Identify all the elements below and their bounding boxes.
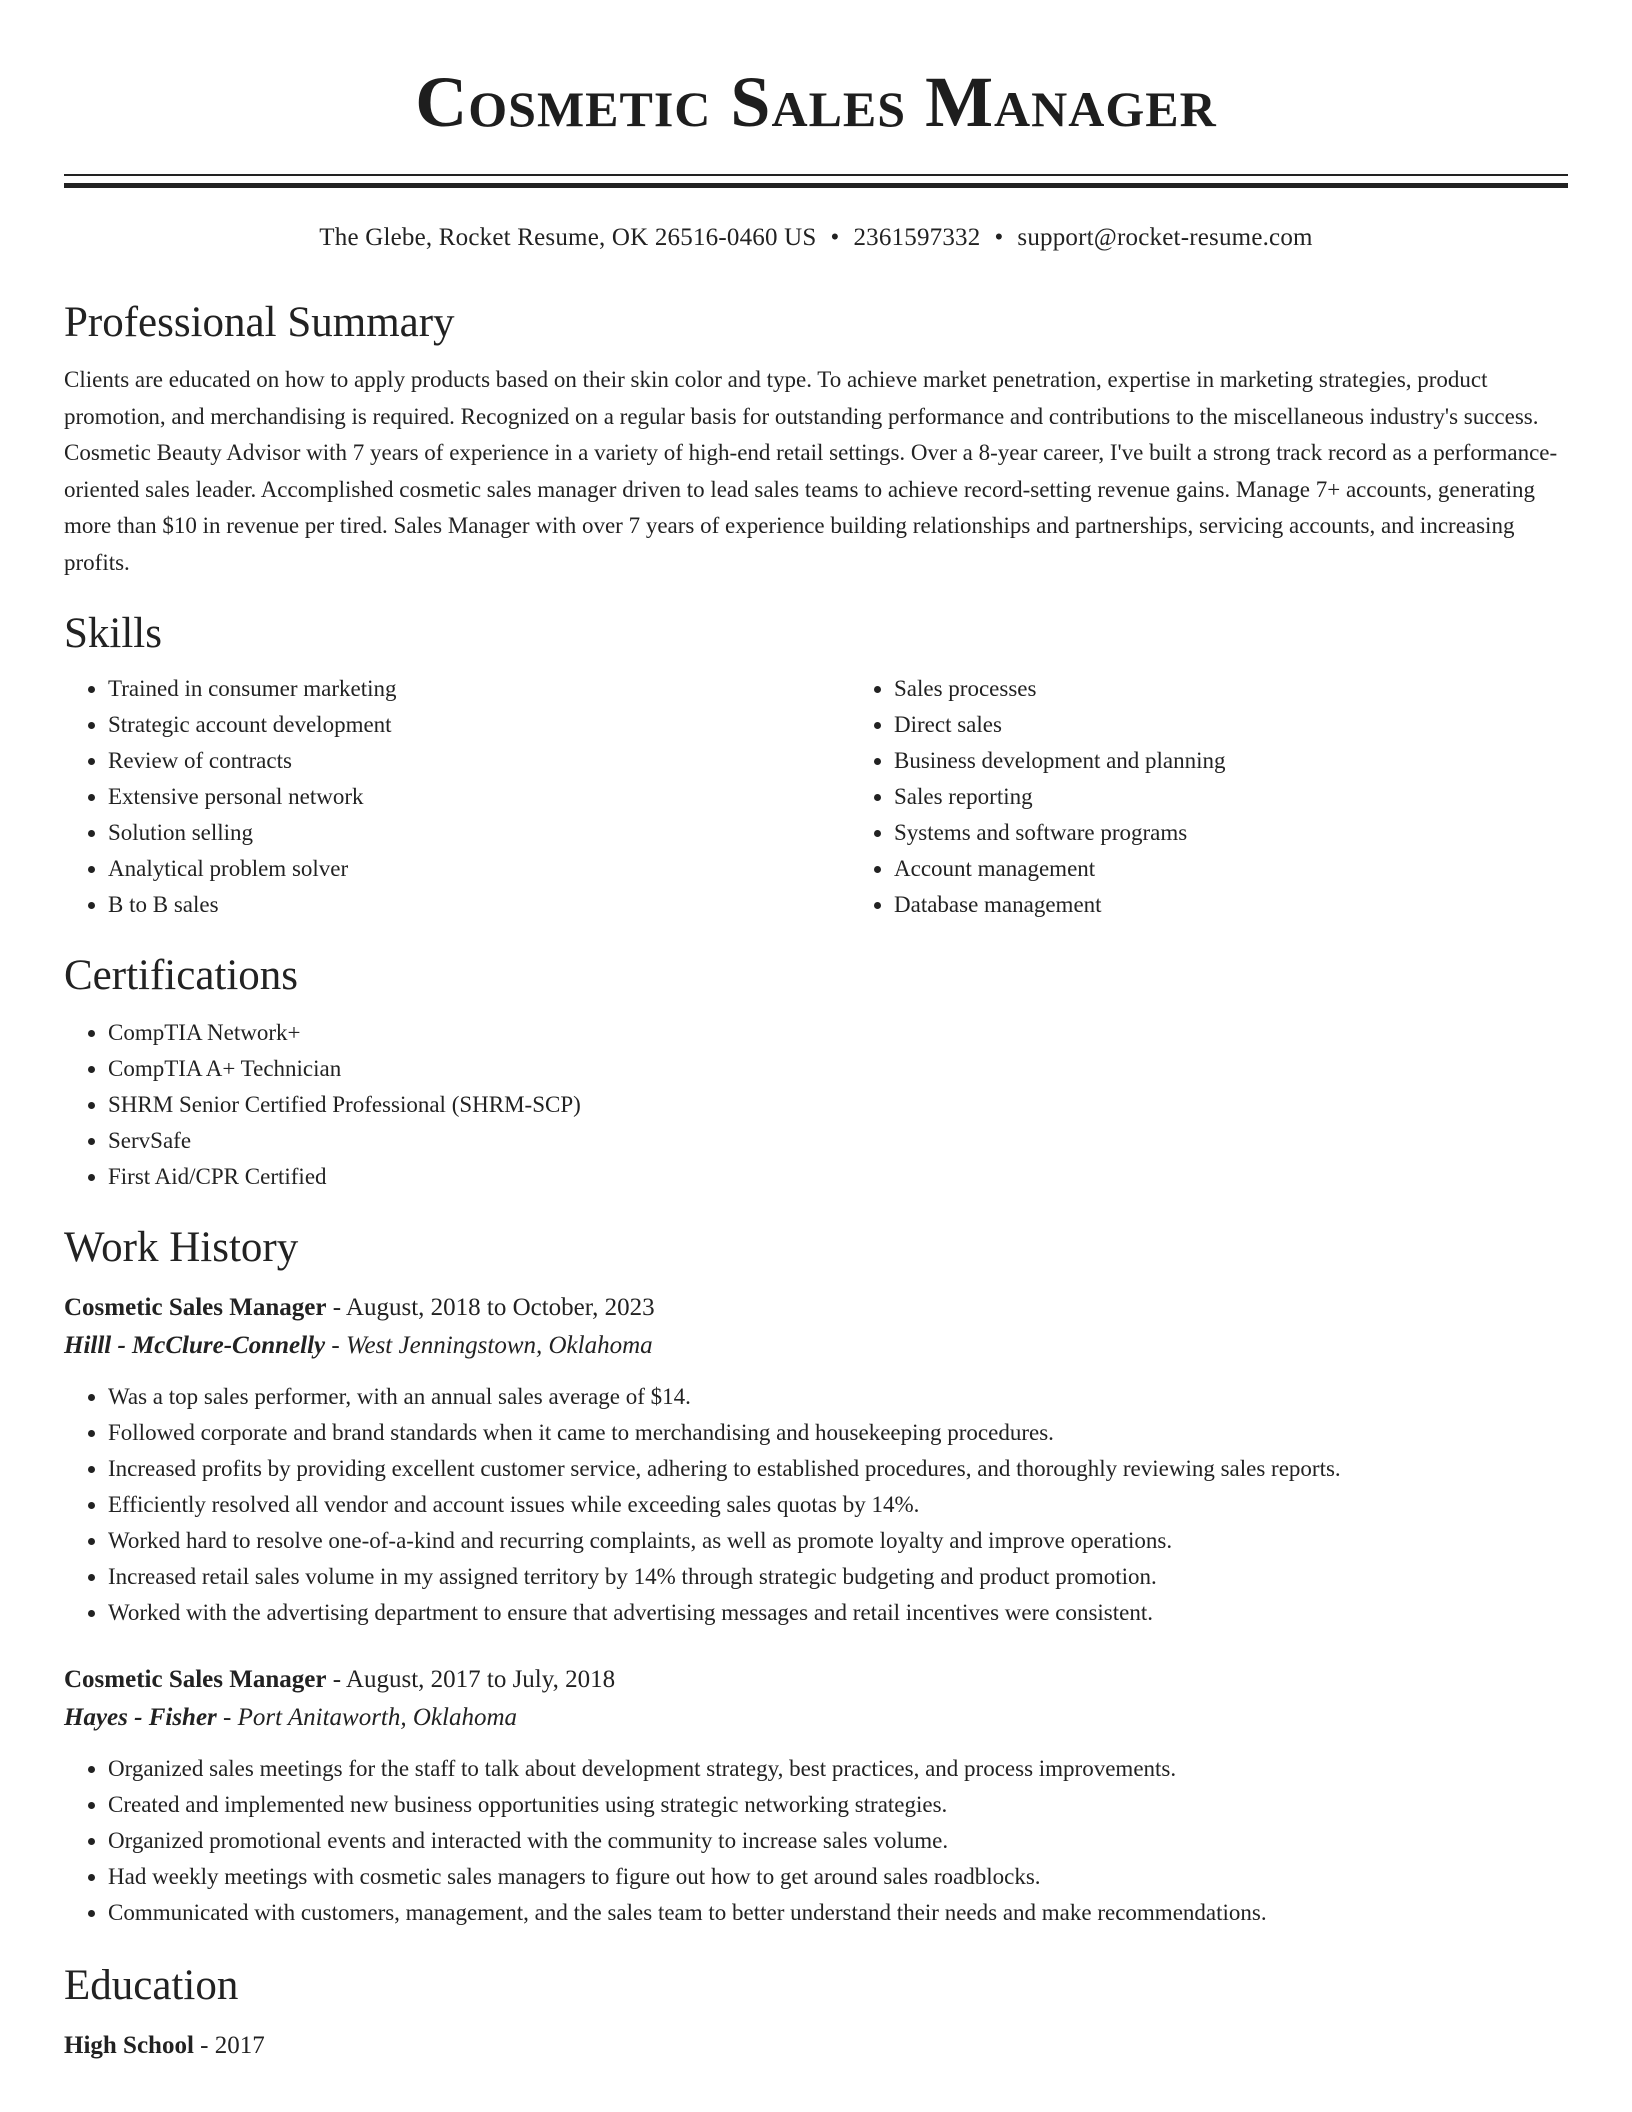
- summary-paragraph: Clients are educated on how to apply products based on their skin color and type. To achieve market penetration, expertise in marketing strategies, product promotion, and merchandising is required. Recognized on a regular basis for outstanding performance and contributions to the miscellaneous industry's success. Cosmetic Beauty Advisor with 7 years of experience in a variety of high-end retail settings. Over a 8-year career, I've built a strong track record as a performance-oriented sales leader. Accomplished cosmetic sales manager driven to lead sales teams to achieve record-setting revenue gains. Manage 7+ accounts, generating more than $10 in revenue per tired. Sales Manager with over 7 years of experience building relationships and partnerships, servicing accounts, and increasing profits.: [64, 367, 1558, 575]
- job-bullet: • Organized sales meetings for the staff to talk about development strategy, best practices, and process improvements.: [108, 1751, 1568, 1787]
- skill-item: • Extensive personal network: [108, 779, 850, 815]
- certification-item: • CompTIA Network+: [108, 1015, 1568, 1051]
- job-company: Hayes - Fisher: [64, 1704, 217, 1731]
- certification-item: • SHRM Senior Certified Professional (SHRM-SCP): [108, 1087, 1568, 1123]
- job-bullet: • Followed corporate and brand standards when it came to merchandising and housekeeping procedures.: [108, 1415, 1568, 1451]
- skill-item: • Strategic account development: [108, 707, 850, 743]
- job-entry: [64, 1661, 1568, 1931]
- skill-item: • Sales reporting: [894, 779, 1632, 815]
- job-role: Cosmetic Sales Manager: [64, 1666, 327, 1693]
- contact-line: [64, 222, 1568, 254]
- job-bullet: • Worked with the advertising department to ensure that advertising messages and retail incentives were consistent.: [108, 1595, 1568, 1631]
- header-divider-thick: [64, 183, 1568, 188]
- job-bullet: • Increased profits by providing excellent customer service, adhering to established procedures, and thoroughly reviewing sales reports.: [108, 1451, 1568, 1487]
- section-title-summary: Professional Summary: [64, 299, 455, 346]
- skill-item: • Solution selling: [108, 815, 850, 851]
- job-employer: Hilll - McClure-Connelly - West Jenningstown, Oklahoma: [64, 1332, 653, 1359]
- skills-list-left: [64, 671, 850, 923]
- skills-list-right: [850, 671, 1632, 923]
- job-role: Cosmetic Sales Manager: [64, 1294, 327, 1321]
- job-bullets: [64, 1751, 1568, 1931]
- job-header: Cosmetic Sales Manager - August, 2017 to July, 2018: [64, 1666, 616, 1693]
- job-employer: Hayes - Fisher - Port Anitaworth, Oklahoma: [64, 1704, 518, 1731]
- job-dates: August, 2017 to July, 2018: [345, 1666, 616, 1693]
- certification-item: • First Aid/CPR Certified: [108, 1159, 1568, 1195]
- bullet-separator: •: [994, 224, 1004, 251]
- skills-grid: [64, 671, 1568, 923]
- skill-item: • Sales processes: [894, 671, 1632, 707]
- section-title-certifications: Certifications: [64, 952, 299, 999]
- job-header: Cosmetic Sales Manager - August, 2018 to October, 2023: [64, 1294, 655, 1321]
- job-bullet: • Had weekly meetings with cosmetic sales managers to figure out how to get around sales roadblocks.: [108, 1859, 1568, 1895]
- skill-item: • Database management: [894, 887, 1632, 923]
- contact-phone: 2361597332: [853, 224, 981, 251]
- certification-item: • CompTIA A+ Technician: [108, 1051, 1568, 1087]
- job-location: Port Anitaworth, Oklahoma: [237, 1704, 518, 1731]
- job-company: Hilll - McClure-Connelly: [64, 1332, 326, 1359]
- certifications-list: [64, 1015, 1568, 1195]
- section-title-work-history: Work History: [64, 1224, 299, 1271]
- contact-email: support@rocket-resume.com: [1017, 224, 1313, 251]
- skill-item: • B to B sales: [108, 887, 850, 923]
- skill-item: • Systems and software programs: [894, 815, 1632, 851]
- resume-name: Cosmetic Sales Manager: [415, 62, 1217, 142]
- skill-item: • Trained in consumer marketing: [108, 671, 850, 707]
- header-divider-thin: [64, 174, 1568, 176]
- section-title-skills: Skills: [64, 610, 162, 657]
- skill-item: • Direct sales: [894, 707, 1632, 743]
- skill-item: • Business development and planning: [894, 743, 1632, 779]
- job-bullet: • Organized promotional events and interacted with the community to increase sales volume.: [108, 1823, 1568, 1859]
- education-year: 2017: [214, 2032, 265, 2059]
- certification-item: • ServSafe: [108, 1123, 1568, 1159]
- education-degree: High School: [64, 2032, 194, 2059]
- job-bullet: • Was a top sales performer, with an annual sales average of $14.: [108, 1379, 1568, 1415]
- job-dates: August, 2018 to October, 2023: [345, 1294, 655, 1321]
- job-bullet: • Created and implemented new business opportunities using strategic networking strategies.: [108, 1787, 1568, 1823]
- job-entry: [64, 1289, 1568, 1631]
- job-bullet: • Communicated with customers, management, and the sales team to better understand their needs and make recommendations.: [108, 1895, 1568, 1931]
- skill-item: • Review of contracts: [108, 743, 850, 779]
- contact-address: The Glebe, Rocket Resume, OK 26516-0460 US: [319, 224, 817, 251]
- education-entry: High School - 2017: [64, 2032, 265, 2059]
- section-title-education: Education: [64, 1962, 239, 2009]
- skill-item: • Account management: [894, 851, 1632, 887]
- bullet-separator: •: [830, 224, 840, 251]
- job-location: West Jenningstown, Oklahoma: [345, 1332, 653, 1359]
- job-bullet: • Increased retail sales volume in my assigned territory by 14% through strategic budgeting and product promotion.: [108, 1559, 1568, 1595]
- job-bullet: • Worked hard to resolve one-of-a-kind and recurring complaints, as well as promote loyalty and improve operations.: [108, 1523, 1568, 1559]
- skill-item: • Analytical problem solver: [108, 851, 850, 887]
- job-bullet: • Efficiently resolved all vendor and account issues while exceeding sales quotas by 14%.: [108, 1487, 1568, 1523]
- job-bullets: [64, 1379, 1568, 1631]
